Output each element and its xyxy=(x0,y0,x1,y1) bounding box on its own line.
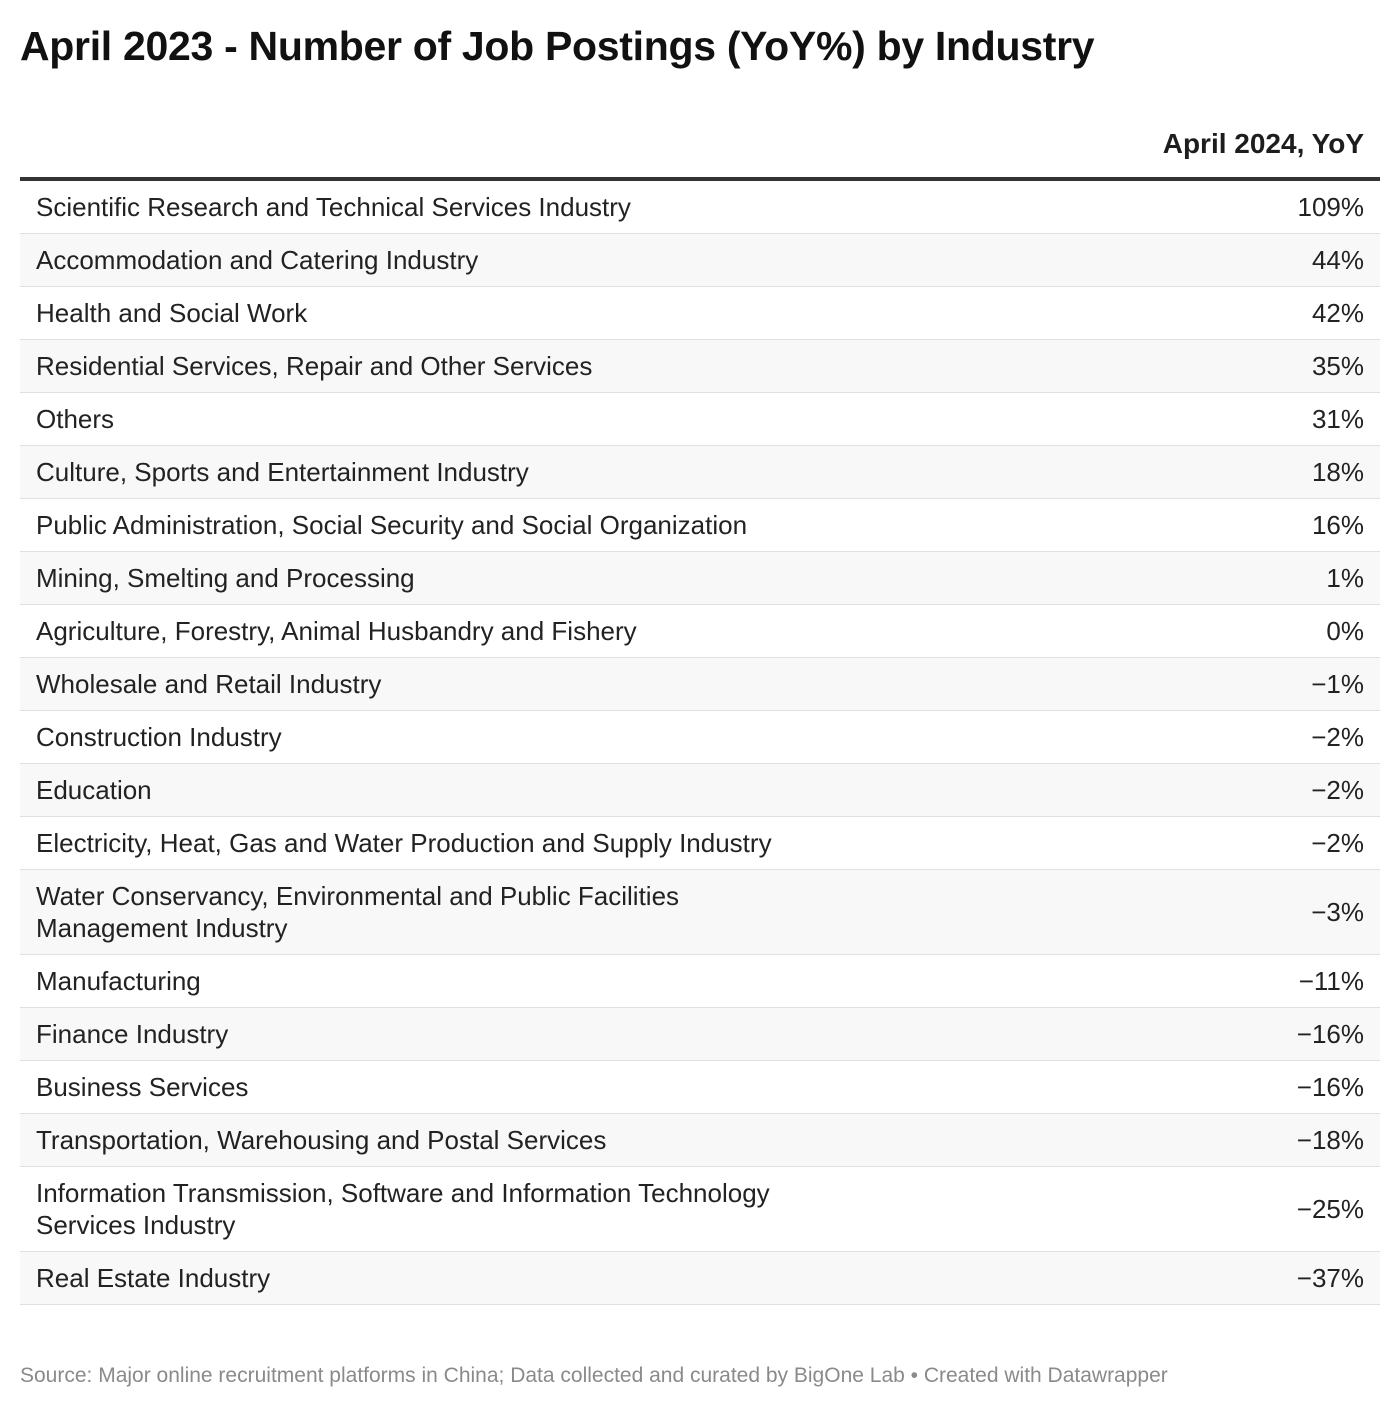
yoy-value: −2% xyxy=(1311,722,1364,752)
industry-name: Others xyxy=(36,404,115,434)
table-row xyxy=(20,955,1380,1008)
yoy-value: 31% xyxy=(1311,404,1364,434)
yoy-value: 42% xyxy=(1311,298,1364,328)
industry-name: Wholesale and Retail Industry xyxy=(36,669,382,699)
yoy-value: −16% xyxy=(1296,1019,1364,1049)
industry-name: Water Conservancy, Environmental and Public Facilities Management Industry xyxy=(36,881,680,943)
table-row xyxy=(20,234,1380,287)
table-row xyxy=(20,552,1380,605)
yoy-value: −16% xyxy=(1296,1072,1364,1102)
table-row xyxy=(20,340,1380,393)
industry-name: Electricity, Heat, Gas and Water Production and Supply Industry xyxy=(36,828,772,858)
yoy-value: 18% xyxy=(1311,457,1364,487)
table-row xyxy=(20,817,1380,870)
yoy-value: 44% xyxy=(1311,245,1364,275)
industry-name: Residential Services, Repair and Other Services xyxy=(36,351,593,381)
industry-name: Accommodation and Catering Industry xyxy=(36,245,479,275)
industry-name: Health and Social Work xyxy=(36,298,308,328)
industry-name: Transportation, Warehousing and Postal Services xyxy=(36,1125,607,1155)
table-row xyxy=(20,1008,1380,1061)
chart-title: April 2023 - Number of Job Postings (YoY%) by Industry xyxy=(20,23,1095,69)
table-row xyxy=(20,181,1380,234)
yoy-value: −11% xyxy=(1298,966,1364,996)
table-row xyxy=(20,764,1380,817)
industry-name: Finance Industry xyxy=(36,1019,229,1049)
column-header-yoy: April 2024, YoY xyxy=(1162,128,1364,159)
yoy-value: −2% xyxy=(1311,775,1364,805)
industry-name: Mining, Smelting and Processing xyxy=(36,563,415,593)
table-row xyxy=(20,711,1380,764)
table-row xyxy=(20,499,1380,552)
table-row xyxy=(20,1061,1380,1114)
yoy-value: −25% xyxy=(1296,1194,1364,1224)
yoy-value: −37% xyxy=(1296,1263,1364,1293)
industry-name: Manufacturing xyxy=(36,966,201,996)
industry-name: Information Transmission, Software and Information Technology Services Industry xyxy=(36,1178,770,1240)
industry-name: Culture, Sports and Entertainment Industry xyxy=(36,457,529,487)
yoy-value: 35% xyxy=(1311,351,1364,381)
industry-name: Construction Industry xyxy=(36,722,282,752)
table-row xyxy=(20,1252,1380,1305)
industry-name: Public Administration, Social Security and Social Organization xyxy=(36,510,748,540)
yoy-value: 16% xyxy=(1311,510,1364,540)
data-table xyxy=(20,118,1380,1305)
table-row xyxy=(20,870,1380,955)
yoy-value: 1% xyxy=(1326,563,1364,593)
table-header xyxy=(20,118,1380,181)
yoy-value: −1% xyxy=(1311,669,1364,699)
yoy-value: 109% xyxy=(1297,192,1364,222)
table-row xyxy=(20,446,1380,499)
industry-name: Business Services xyxy=(36,1072,249,1102)
industry-name: Scientific Research and Technical Services Industry xyxy=(36,192,631,222)
table-row xyxy=(20,605,1380,658)
industry-name: Agriculture, Forestry, Animal Husbandry and Fishery xyxy=(36,616,637,646)
table-row xyxy=(20,393,1380,446)
industry-name: Real Estate Industry xyxy=(36,1263,271,1293)
table-row xyxy=(20,287,1380,340)
table-body xyxy=(20,181,1380,1305)
yoy-value: −18% xyxy=(1296,1125,1364,1155)
table-row xyxy=(20,1167,1380,1252)
yoy-value: 0% xyxy=(1326,616,1364,646)
yoy-value: −3% xyxy=(1311,897,1364,927)
table-row xyxy=(20,658,1380,711)
industry-name: Education xyxy=(36,775,152,805)
table-row xyxy=(20,1114,1380,1167)
yoy-value: −2% xyxy=(1311,828,1364,858)
source-note: Source: Major online recruitment platforms in China; Data collected and curated by BigOne Lab • Created with Datawrapper xyxy=(20,1364,1168,1387)
